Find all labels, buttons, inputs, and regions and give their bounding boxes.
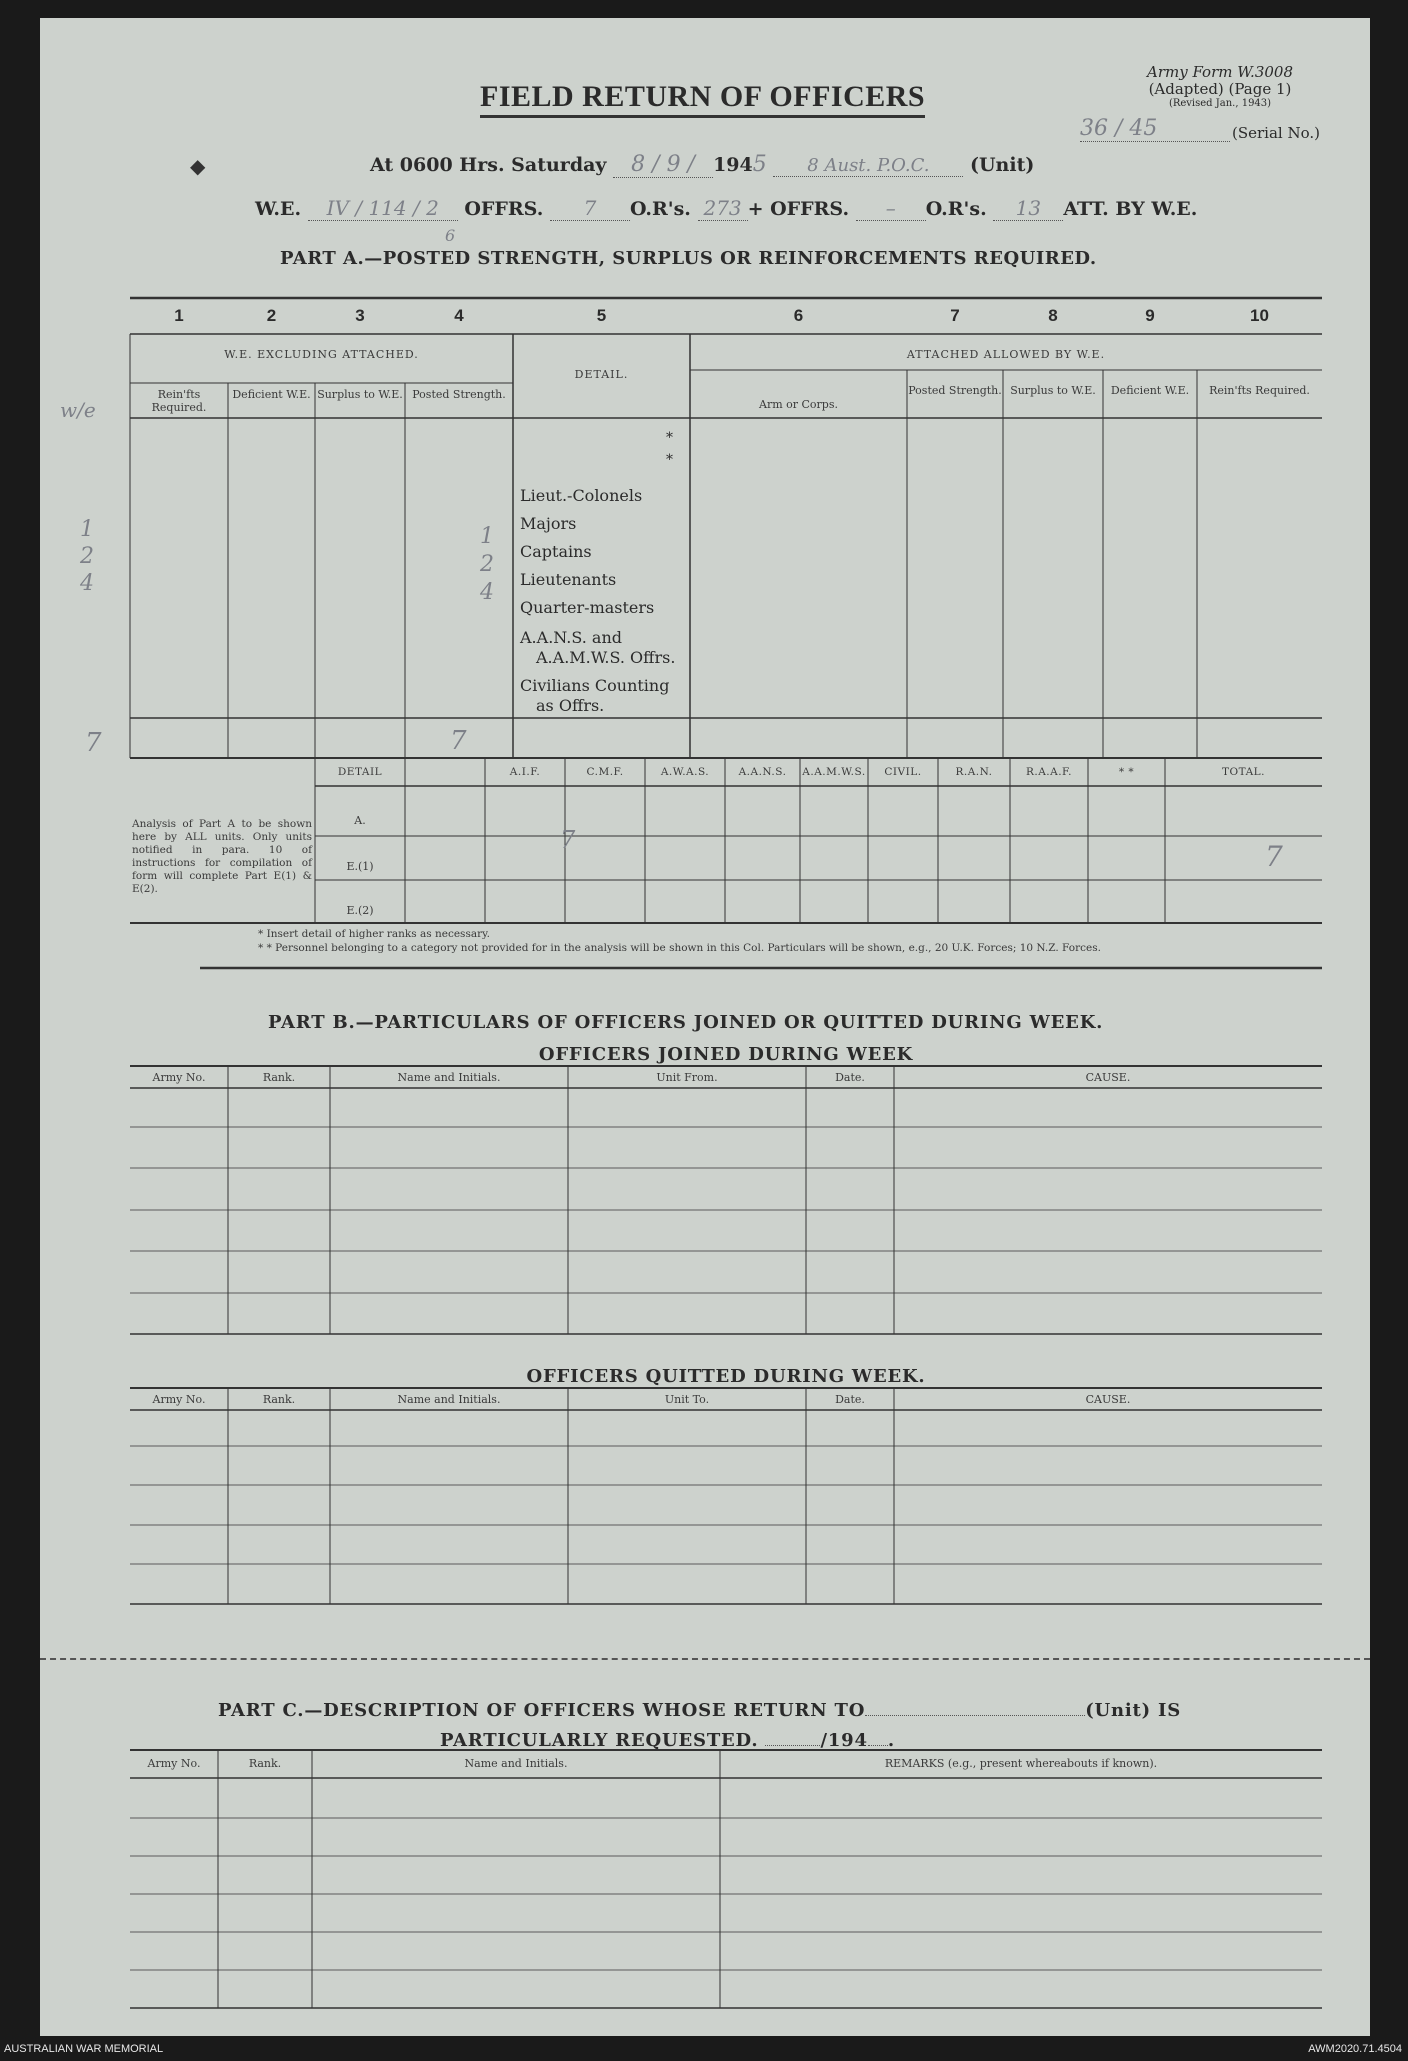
footnote: * * Personnel belonging to a category not provided for in the analysis will be shown in this Col. Particulars will be shown, e.g., 20 U.K. Forces; 10 N.Z. Forces.	[258, 942, 1101, 954]
analysis-col: A.A.M.W.S.	[802, 766, 866, 778]
col-header: Surplus to W.E.	[1010, 384, 1096, 397]
part-c-col: Name and Initials.	[464, 1757, 568, 1770]
quitted-col: CAUSE.	[1085, 1393, 1131, 1406]
col-number: 10	[1250, 306, 1269, 325]
margin-note: w/e	[60, 398, 96, 422]
col-header: Arm or Corps.	[759, 398, 838, 411]
form-adapted: (Adapted) (Page 1)	[1148, 80, 1292, 98]
col-number: 5	[596, 306, 607, 325]
analysis-col: A.I.F.	[509, 766, 541, 778]
col-number: 9	[1145, 306, 1155, 325]
margin-value: 4	[80, 571, 94, 596]
unit-field: 8 Aust. P.O.C.	[773, 155, 963, 177]
part-c-col: Rank.	[248, 1757, 282, 1770]
tear-line	[40, 1658, 1370, 1660]
col-number: 1	[174, 306, 184, 325]
quitted-heading: OFFICERS QUITTED DURING WEEK.	[526, 1366, 926, 1387]
part-c-col: REMARKS (e.g., present whereabouts if known).	[884, 1757, 1158, 1770]
offrs2-label: OFFRS.	[770, 198, 850, 220]
serial-label: (Serial No.)	[1232, 124, 1320, 142]
year-printed: 194	[713, 154, 753, 176]
analysis-col: C.M.F.	[586, 766, 624, 778]
part-a-heading: PART A.—POSTED STRENGTH, SURPLUS OR REINFORCEMENTS REQUIRED.	[280, 248, 1097, 269]
part-c-heading-a: PART C.—DESCRIPTION OF OFFICERS WHOSE RETURN TO	[218, 1700, 866, 1721]
part-c-year: /194	[820, 1730, 868, 1751]
col-header: Deficient W.E.	[232, 388, 311, 401]
ors-field: 273	[698, 196, 748, 221]
archive-footer	[0, 2040, 1408, 2061]
offrs-label: OFFRS.	[464, 198, 544, 220]
joined-col: Date.	[835, 1071, 865, 1084]
aif-a-value: 7	[560, 826, 576, 854]
ors2-label: O.R's.	[925, 198, 987, 220]
we-label: W.E.	[255, 198, 302, 220]
rank-item: A.A.M.W.S. Offrs.	[536, 648, 676, 667]
rank-item: Majors	[520, 514, 577, 533]
part-c-heading-c: PARTICULARLY REQUESTED.	[440, 1730, 759, 1751]
we-field: IV / 114 / 2	[308, 196, 458, 221]
analysis-col: A.A.N.S.	[738, 766, 787, 778]
col-header: Rein'fts Required.	[151, 388, 207, 414]
column-numbers	[130, 306, 1322, 330]
at-label: At 0600 Hrs. Saturday	[370, 154, 607, 176]
footnote: * Insert detail of higher ranks as necessary.	[258, 928, 490, 940]
col-header: Rein'fts Required.	[1209, 384, 1310, 397]
group-header-left: W.E. EXCLUDING ATTACHED.	[224, 348, 419, 361]
rank-item: Lieut.-Colonels	[520, 486, 643, 505]
joined-col: Army No.	[152, 1071, 206, 1084]
analysis-col: TOTAL.	[1222, 766, 1265, 778]
joined-heading: OFFICERS JOINED DURING WEEK	[538, 1044, 914, 1065]
rank-item: Captains	[520, 542, 592, 561]
plus-sign: +	[747, 198, 764, 220]
col-number: 6	[793, 306, 804, 325]
star-mark: *	[666, 430, 673, 446]
rank-item: Quarter-masters	[520, 598, 655, 617]
detail-header: DETAIL.	[574, 368, 629, 381]
quitted-col: Date.	[835, 1393, 865, 1406]
rank-item: Lieutenants	[520, 570, 617, 589]
heading-mark: 6	[445, 226, 456, 245]
joined-col: CAUSE.	[1085, 1071, 1131, 1084]
part-c-heading	[218, 1700, 1181, 1721]
col-number: 3	[355, 306, 365, 325]
joined-col: Name and Initials.	[397, 1071, 501, 1084]
star-mark: *	[666, 452, 673, 468]
col-header: Surplus to W.E.	[317, 388, 403, 401]
serial-number: 36 / 45	[1080, 116, 1230, 142]
form-sheet	[40, 18, 1370, 2036]
quitted-col: Unit To.	[664, 1393, 710, 1406]
quitted-col: Name and Initials.	[397, 1393, 501, 1406]
form-number: Army Form W.3008	[1147, 63, 1293, 81]
footer-right: AWM2020.71.4504	[1308, 2043, 1402, 2055]
rank-item: A.A.N.S. and	[520, 628, 622, 647]
posted-values	[480, 523, 494, 607]
group-header-right: ATTACHED ALLOWED BY W.E.	[906, 348, 1106, 361]
analysis-col: * *	[1118, 766, 1135, 778]
part-b-heading: PART B.—PARTICULARS OF OFFICERS JOINED OR QUITTED DURING WEEK.	[268, 1012, 1104, 1033]
footer-left: AUSTRALIAN WAR MEMORIAL	[4, 2043, 164, 2055]
col-number: 8	[1048, 306, 1058, 325]
joined-col: Unit From.	[656, 1071, 718, 1084]
form-title: FIELD RETURN OF OFFICERS	[480, 80, 925, 118]
margin-value: 2	[80, 544, 94, 569]
part-c-heading-b: (Unit) IS	[1085, 1700, 1182, 1721]
col-header: Posted Strength.	[908, 384, 1002, 397]
col-header: Posted Strength.	[412, 388, 506, 401]
offrs2-field: –	[856, 196, 926, 221]
year-field: 5	[752, 152, 767, 177]
col-number: 4	[454, 306, 464, 325]
analysis-row-label: E.(2)	[346, 904, 374, 917]
part-c-subheading: PARTICULARLY REQUESTED. /194 .	[440, 1730, 895, 1751]
total-posted: 7	[450, 726, 467, 756]
col-header: Deficient W.E.	[1110, 384, 1190, 397]
part-c-col: Army No.	[147, 1757, 201, 1770]
margin-value: 1	[80, 517, 94, 542]
analysis-note: Analysis of Part A to be shown here by ALL units. Only units notified in para. 10 of instructions for compilation of form will complete Part E(1) & E(2).	[132, 818, 312, 895]
rank-list	[520, 482, 690, 716]
ors2-field: 13	[993, 196, 1063, 221]
total-margin: 7	[85, 728, 102, 758]
analysis-row-label: E.(1)	[346, 860, 374, 873]
ors-label: O.R's.	[629, 198, 691, 220]
rank-item: Civilians Counting	[520, 676, 670, 695]
quitted-col: Army No.	[152, 1393, 206, 1406]
analysis-col: A.W.A.S.	[660, 766, 710, 778]
bullet-mark: ◆	[190, 154, 206, 178]
posted-value: 1	[480, 524, 494, 549]
col-number: 7	[950, 306, 960, 325]
col-number: 2	[266, 306, 277, 325]
form-revised: (Revised Jan., 1943)	[1168, 98, 1272, 109]
total-a-value: 7	[1265, 840, 1283, 873]
analysis-col: DETAIL	[337, 766, 383, 778]
posted-value: 2	[480, 552, 494, 577]
joined-col: Rank.	[262, 1071, 296, 1084]
analysis-col: CIVIL.	[884, 766, 922, 778]
analysis-col: R.A.A.F.	[1025, 766, 1073, 778]
unit-label: (Unit)	[970, 154, 1035, 176]
date-field: 8 / 9 /	[613, 152, 713, 178]
quitted-col: Rank.	[262, 1393, 296, 1406]
analysis-row-label: A.	[354, 814, 366, 827]
att-label: ATT. BY W.E.	[1063, 198, 1198, 220]
analysis-col: R.A.N.	[955, 766, 993, 778]
posted-value: 4	[480, 580, 494, 605]
margin-values	[80, 516, 94, 597]
offrs-field: 7	[550, 196, 630, 221]
rank-item: as Offrs.	[536, 696, 605, 715]
